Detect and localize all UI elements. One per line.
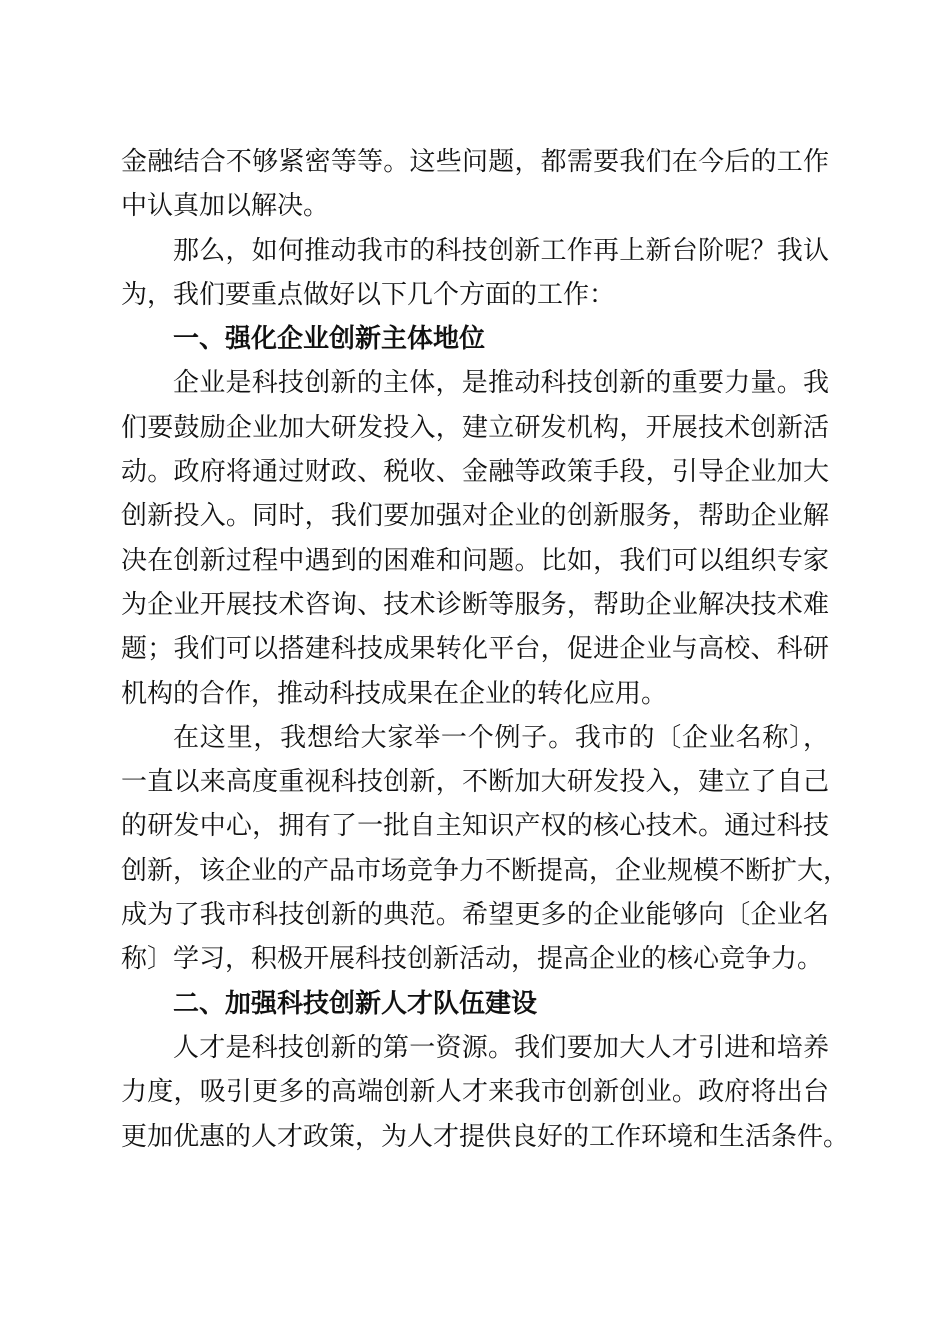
paragraph-line: 在这里，我想给大家举一个例子。我市的〔企业名称〕， xyxy=(173,722,829,753)
paragraph-line: 企业是科技创新的主体，是推动科技创新的重要力量。我 xyxy=(173,368,829,399)
paragraph-line: 成为了我市科技创新的典范。希望更多的企业能够向〔企业名 xyxy=(121,900,829,931)
paragraph-line: 为，我们要重点做好以下几个方面的工作： xyxy=(121,279,616,310)
paragraph-line: 的研发中心，拥有了一批自主知识产权的核心技术。通过科技 xyxy=(121,811,829,842)
paragraph-line: 机构的合作，推动科技成果在企业的转化应用。 xyxy=(121,678,668,709)
paragraph-line: 题；我们可以搭建科技成果转化平台，促进企业与高校、科研 xyxy=(121,634,829,665)
paragraph-line: 称〕学习，积极开展科技创新活动，提高企业的核心竞争力。 xyxy=(121,944,824,975)
paragraph-line: 决在创新过程中遇到的困难和问题。比如，我们可以组织专家 xyxy=(121,545,829,576)
section-heading: 二、加强科技创新人才队伍建设 xyxy=(173,988,538,1019)
paragraph-line: 一直以来高度重视科技创新，不断加大研发投入，建立了自己 xyxy=(121,767,829,798)
paragraph-line: 金融结合不够紧密等等。这些问题，都需要我们在今后的工作 xyxy=(121,147,829,177)
section-heading: 一、强化企业创新主体地位 xyxy=(173,324,486,355)
paragraph-line: 创新，该企业的产品市场竞争力不断提高，企业规模不断扩大， xyxy=(121,855,850,886)
paragraph-line: 那么，如何推动我市的科技创新工作再上新台阶呢？我认 xyxy=(173,235,829,266)
paragraph-line: 力度，吸引更多的高端创新人才来我市创新创业。政府将出台 xyxy=(121,1077,829,1108)
paragraph-line: 人才是科技创新的第一资源。我们要加大人才引进和培养 xyxy=(173,1032,829,1063)
paragraph-line: 动。政府将通过财政、税收、金融等政策手段，引导企业加大 xyxy=(121,457,829,488)
paragraph-line: 们要鼓励企业加大研发投入，建立研发机构，开展技术创新活 xyxy=(121,412,829,443)
document-body xyxy=(121,140,850,1159)
paragraph-line: 中认真加以解决。 xyxy=(121,191,330,222)
paragraph-line: 更加优惠的人才政策，为人才提供良好的工作环境和生活条件。 xyxy=(121,1121,850,1152)
paragraph-line: 为企业开展技术咨询、技术诊断等服务，帮助企业解决技术难 xyxy=(121,589,829,620)
paragraph-line: 创新投入。同时，我们要加强对企业的创新服务，帮助企业解 xyxy=(121,501,829,532)
